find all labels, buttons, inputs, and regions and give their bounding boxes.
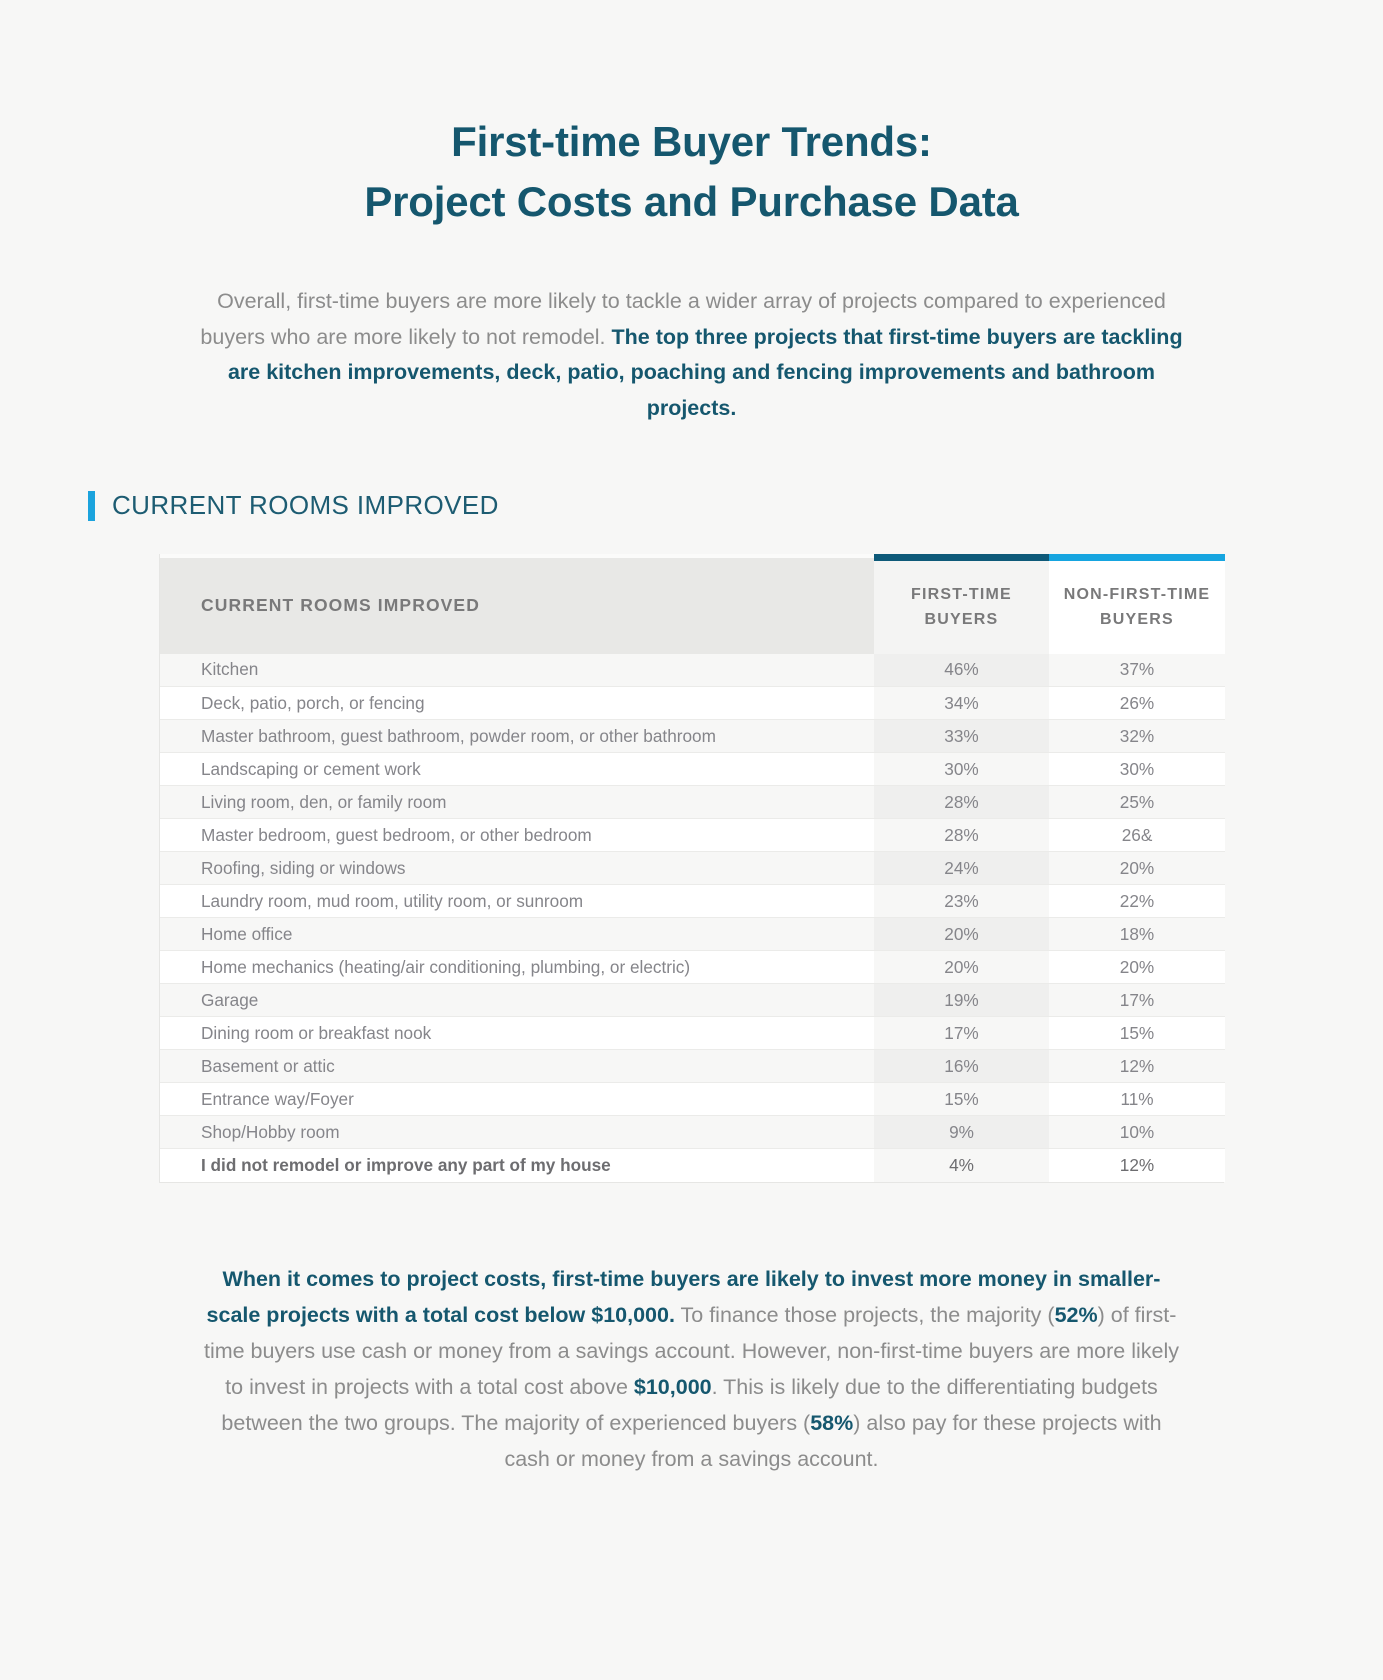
intro-paragraph — [192, 284, 1192, 426]
intro-text-highlight: The top three projects that first-time buyers are tackling are kitchen improvements, deck, patio, poaching and fencing improvements and bathroom projects. — [227, 324, 1183, 420]
table-row — [160, 654, 1225, 687]
table-cell-first-time-value: 23% — [874, 885, 1049, 918]
closing-text-bold-lead: When it comes to project costs, first-time buyers are likely to invest more money in smaller-scale projects with a total cost below $10,000. — [206, 1266, 1161, 1327]
table-cell-room-label: Living room, den, or family room — [160, 786, 874, 819]
table-row — [160, 885, 1225, 918]
table-cell-non-first-time-value: 26% — [1049, 687, 1225, 720]
table-cell-room-label: I did not remodel or improve any part of my house — [160, 1149, 874, 1182]
table-cell-non-first-time-value: 11% — [1049, 1083, 1225, 1116]
table-row — [160, 1116, 1225, 1149]
section-heading-label: CURRENT ROOMS IMPROVED — [112, 490, 499, 520]
closing-stat-experienced-cash: 58% — [810, 1410, 854, 1435]
table-cell-first-time-value: 16% — [874, 1050, 1049, 1083]
table-cell-non-first-time-value: 20% — [1049, 852, 1225, 885]
page-title-line-2: Project Costs and Purchase Data — [364, 178, 1019, 225]
table-row — [160, 951, 1225, 984]
closing-text-4: . This is likely due to the differentiating budgets between the two groups. The majority of experienced buyers ( — [221, 1374, 1158, 1435]
table-cell-non-first-time-value: 12% — [1049, 1149, 1225, 1182]
table-cell-first-time-value: 34% — [874, 687, 1049, 720]
table-cell-room-label: Entrance way/Foyer — [160, 1083, 874, 1116]
closing-stat-first-time-cash: 52% — [1054, 1302, 1098, 1327]
table-body — [160, 654, 1225, 1182]
closing-text-5: ) also pay for these projects with cash or money from a savings account. — [504, 1410, 1162, 1471]
section-accent-bar-icon — [88, 491, 95, 521]
closing-text-2: To finance those projects, the majority ( — [674, 1302, 1055, 1327]
table-cell-room-label: Deck, patio, porch, or fencing — [160, 687, 874, 720]
table-cell-non-first-time-value: 25% — [1049, 786, 1225, 819]
table-cell-room-label: Garage — [160, 984, 874, 1017]
table-row — [160, 852, 1225, 885]
table-cell-room-label: Roofing, siding or windows — [160, 852, 874, 885]
table-cell-room-label: Home office — [160, 918, 874, 951]
table-cell-first-time-value: 20% — [874, 918, 1049, 951]
table-cell-first-time-value: 15% — [874, 1083, 1049, 1116]
table-cell-room-label: Shop/Hobby room — [160, 1116, 874, 1149]
table-cell-non-first-time-value: 26& — [1049, 819, 1225, 852]
table-row — [160, 687, 1225, 720]
column-header-first-time-buyers: FIRST-TIME BUYERS — [874, 558, 1049, 654]
table-cell-non-first-time-value: 37% — [1049, 654, 1225, 687]
table-cell-first-time-value: 28% — [874, 819, 1049, 852]
table-cell-room-label: Basement or attic — [160, 1050, 874, 1083]
table-cell-room-label: Dining room or breakfast nook — [160, 1017, 874, 1050]
table-cell-non-first-time-value: 20% — [1049, 951, 1225, 984]
table-row — [160, 918, 1225, 951]
table-row — [160, 720, 1225, 753]
table-cell-room-label: Landscaping or cement work — [160, 753, 874, 786]
table-cell-non-first-time-value: 22% — [1049, 885, 1225, 918]
table-cell-first-time-value: 20% — [874, 951, 1049, 984]
table-row — [160, 1050, 1225, 1083]
closing-amount-threshold: $10,000 — [633, 1374, 712, 1399]
table-cell-room-label: Master bathroom, guest bathroom, powder room, or other bathroom — [160, 720, 874, 753]
table-cell-non-first-time-value: 10% — [1049, 1116, 1225, 1149]
page-title — [0, 0, 1383, 232]
table-cell-room-label: Kitchen — [160, 654, 874, 687]
table-cell-first-time-value: 30% — [874, 753, 1049, 786]
rooms-improved-table-container — [159, 554, 1224, 1183]
table-cell-first-time-value: 4% — [874, 1149, 1049, 1182]
rooms-improved-table — [160, 554, 1225, 1182]
table-row — [160, 786, 1225, 819]
column-header-non-first-time-buyers: NON-FIRST-TIME BUYERS — [1049, 558, 1225, 654]
table-cell-first-time-value: 28% — [874, 786, 1049, 819]
table-cell-first-time-value: 33% — [874, 720, 1049, 753]
table-row — [160, 753, 1225, 786]
table-cell-non-first-time-value: 15% — [1049, 1017, 1225, 1050]
table-row — [160, 1083, 1225, 1116]
table-cell-non-first-time-value: 17% — [1049, 984, 1225, 1017]
table-row — [160, 984, 1225, 1017]
table-cell-non-first-time-value: 32% — [1049, 720, 1225, 753]
page-title-line-1: First-time Buyer Trends: — [451, 118, 932, 165]
closing-text-3: ) of first-time buyers use cash or money from a savings account. However, non-first-time buyers are more likely to invest in projects with a total cost above — [203, 1302, 1180, 1399]
table-cell-non-first-time-value: 18% — [1049, 918, 1225, 951]
table-cell-first-time-value: 9% — [874, 1116, 1049, 1149]
table-cell-first-time-value: 19% — [874, 984, 1049, 1017]
table-header — [160, 558, 1225, 654]
table-cell-room-label: Home mechanics (heating/air conditioning, plumbing, or electric) — [160, 951, 874, 984]
table-row — [160, 1149, 1225, 1182]
table-row — [160, 1017, 1225, 1050]
table-cell-first-time-value: 24% — [874, 852, 1049, 885]
section-heading — [0, 490, 1383, 521]
table-cell-first-time-value: 46% — [874, 654, 1049, 687]
table-cell-non-first-time-value: 30% — [1049, 753, 1225, 786]
table-header-row — [160, 558, 1225, 654]
table-cell-first-time-value: 17% — [874, 1017, 1049, 1050]
table-cell-room-label: Laundry room, mud room, utility room, or sunroom — [160, 885, 874, 918]
table-cell-non-first-time-value: 12% — [1049, 1050, 1225, 1083]
table-cell-room-label: Master bedroom, guest bedroom, or other bedroom — [160, 819, 874, 852]
table-row — [160, 819, 1225, 852]
column-header-rooms: CURRENT ROOMS IMPROVED — [160, 558, 874, 654]
closing-paragraph — [199, 1261, 1184, 1537]
intro-text-normal: Overall, first-time buyers are more likely to tackle a wider array of projects compared to experienced buyers who are more likely to not remodel. — [200, 289, 1166, 349]
